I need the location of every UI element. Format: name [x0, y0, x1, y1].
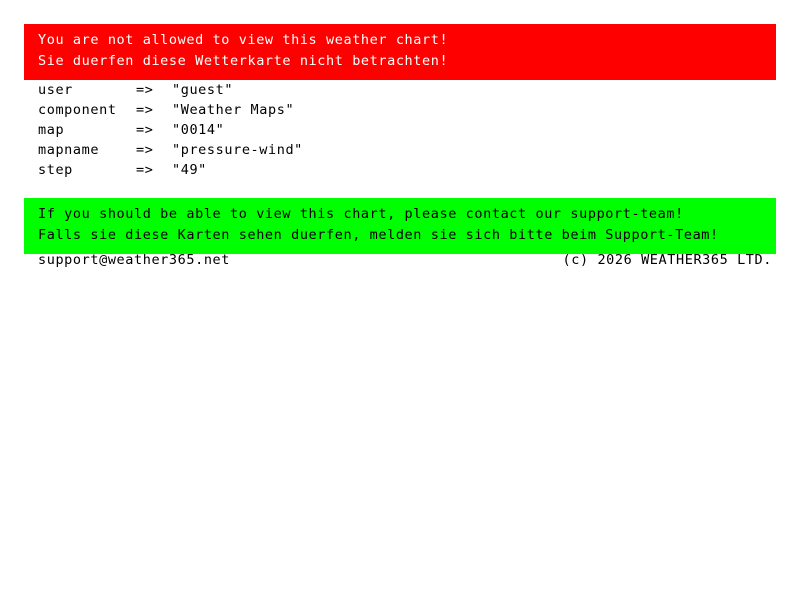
parameter-value: "pressure-wind"	[172, 142, 303, 158]
parameter-list	[38, 80, 758, 180]
error-banner	[24, 24, 776, 80]
parameter-row	[38, 100, 758, 120]
parameter-value: "49"	[172, 162, 207, 178]
parameter-row	[38, 80, 758, 100]
parameter-value: "guest"	[172, 82, 234, 98]
parameter-row	[38, 160, 758, 180]
info-banner-line-de: Falls sie diese Karten sehen duerfen, melden sie sich bitte beim Support-Team!	[38, 227, 719, 243]
parameter-key: mapname	[38, 142, 100, 158]
support-email-link[interactable]: support@weather365.net	[38, 252, 231, 268]
arrow-icon: =>	[136, 142, 154, 158]
parameter-key: step	[38, 162, 73, 178]
copyright-text: (c) 2026 WEATHER365 LTD.	[562, 252, 772, 268]
parameter-row	[38, 140, 758, 160]
parameter-value: "Weather Maps"	[172, 102, 295, 118]
error-banner-line-de: Sie duerfen diese Wetterkarte nicht betrachten!	[38, 53, 449, 69]
error-banner-line-en: You are not allowed to view this weather chart!	[38, 32, 449, 48]
footer	[38, 250, 772, 270]
arrow-icon: =>	[136, 102, 154, 118]
arrow-icon: =>	[136, 162, 154, 178]
parameter-row	[38, 120, 758, 140]
parameter-value: "0014"	[172, 122, 225, 138]
parameter-key: user	[38, 82, 73, 98]
info-banner	[24, 198, 776, 254]
parameter-key: component	[38, 102, 117, 118]
info-banner-line-en: If you should be able to view this chart, please contact our support-team!	[38, 206, 684, 222]
parameter-key: map	[38, 122, 65, 138]
arrow-icon: =>	[136, 122, 154, 138]
arrow-icon: =>	[136, 82, 154, 98]
